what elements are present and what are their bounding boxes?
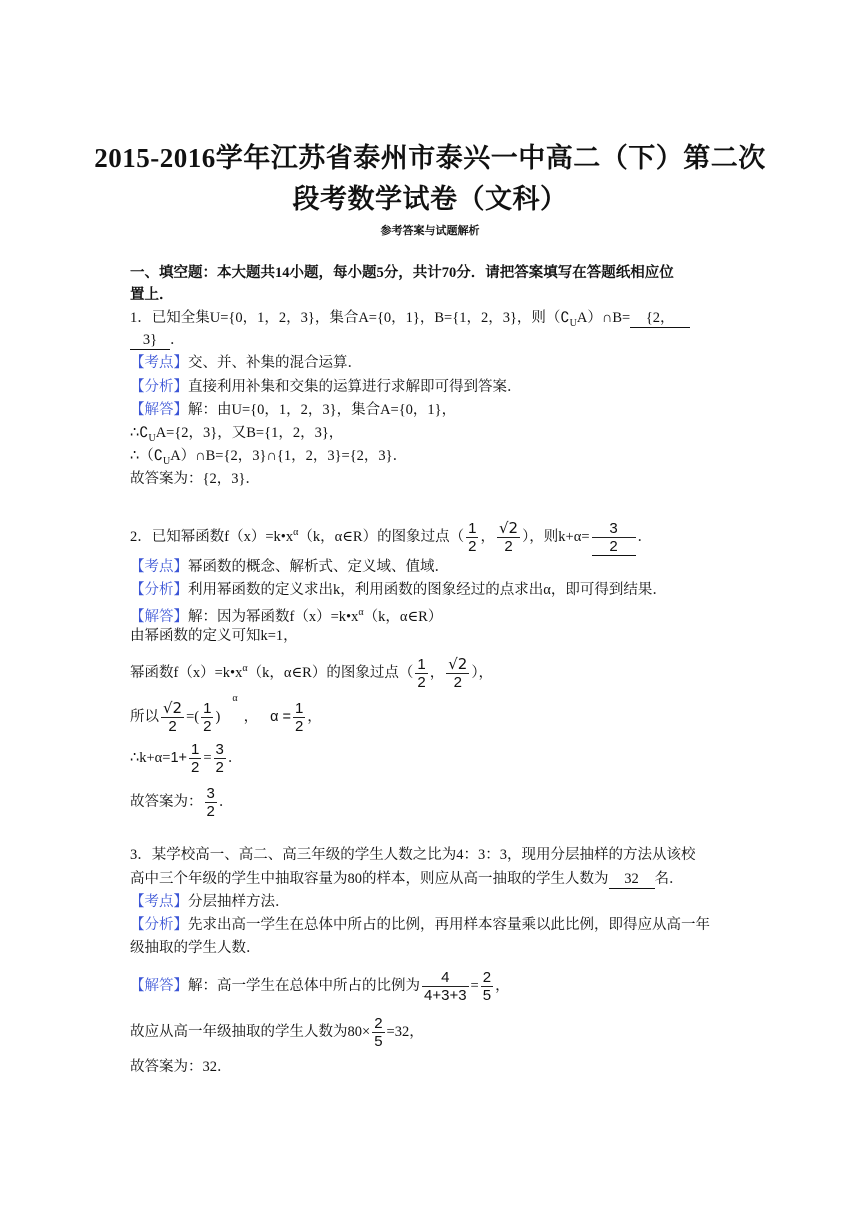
q2-line3-x-fraction	[415, 656, 427, 691]
q1-kaodian	[130, 353, 362, 373]
q2-kaodian-tag: 【考点】	[130, 559, 188, 575]
q1-stem-text-a: 1．已知全集U={0，1，2，3}，集合A={0，1}，B={1，2，3}，则（∁	[130, 310, 570, 326]
q3-jieda-a: 解：高一学生在总体中所占的比例为	[188, 978, 420, 994]
exam-title-line-1: 2015-2016学年江苏省泰州市泰兴一中高二（下）第二次	[94, 143, 766, 173]
q3-line2-a: 故应从高一年级抽取的学生人数为80×	[130, 1024, 371, 1040]
q2-line5-result-den: 2	[215, 759, 224, 777]
q2-line3-y-num: √2	[448, 655, 468, 673]
q1-stem-end: ．	[170, 332, 185, 348]
q2-fenxi-text: 利用幂函数的定义求出k，利用函数的图象经过的点求出α，即可得到结果．	[188, 582, 667, 598]
q2-line4-a: 所以	[130, 708, 159, 725]
q3-ratio-den: 4+3+3	[424, 987, 467, 1005]
q2-line5-result-fraction	[214, 741, 226, 776]
q2-line4-half-den: 2	[203, 718, 212, 735]
q1-stem-sub-u: U	[569, 317, 577, 329]
q3-ratio-result-den: 5	[482, 987, 492, 1005]
q2-kaodian-text: 幂函数的概念、解析式、定义域、值域．	[188, 559, 449, 575]
q2-point-x-den: 2	[468, 538, 477, 555]
q3-fenxi-line-2: 级抽取的学生人数．	[130, 940, 261, 956]
q2-line4-end: ，	[307, 708, 322, 725]
q1-line2-sub: U	[148, 432, 156, 444]
answer-subtitle: 参考答案与试题解析	[380, 224, 480, 237]
q1-solution-line-2	[130, 423, 343, 449]
q2-jieda-alpha: α	[358, 607, 364, 618]
q1-kaodian-text: 交、并、补集的混合运算．	[188, 355, 362, 371]
q3-fenxi-tag: 【分析】	[130, 917, 188, 933]
q3-jieda-tag: 【解答】	[130, 978, 188, 994]
section-header-line-1: 一、填空题：本大题共14小题，每小题5分，共计70分．请把答案填写在答题纸相应位	[130, 265, 674, 281]
q2-final-den: 2	[206, 803, 215, 821]
q3-answer-blank: 32	[609, 870, 655, 889]
q3-stem-line-2-a: 高中三个年级的学生中抽取容量为80的样本，则应从高一抽取的学生人数为	[130, 871, 609, 887]
q2-line4-sqrt-fraction	[161, 700, 184, 735]
q2-line4-alpha-den: 2	[294, 718, 304, 735]
q3-stem-line-2-b: 名．	[654, 871, 684, 887]
q2-line3-y-den: 2	[453, 674, 462, 691]
q2-answer-den: 2	[609, 537, 618, 555]
q1-stem	[130, 308, 690, 334]
q1-solution-line-3	[130, 446, 407, 472]
q1-stem-cont	[130, 330, 185, 350]
q3-line2-den: 5	[374, 1033, 383, 1051]
q2-line4-alpha-fraction	[293, 700, 305, 735]
q1-fenxi-tag: 【分析】	[130, 379, 188, 395]
q1-fenxi	[130, 377, 522, 397]
q2-point-y-den: 2	[504, 538, 513, 555]
q2-solution-line-4	[130, 693, 322, 737]
q1-jieda	[130, 400, 456, 420]
q2-final-a: 故答案为：	[130, 794, 203, 810]
q2-stem-b: （k，α∈R）的图象过点（	[298, 528, 465, 545]
q2-line5-half-den: 2	[190, 759, 200, 777]
q2-line4-sqrt-num: √2	[163, 699, 183, 717]
q2-line4-half-num: 1	[203, 700, 212, 717]
q2-point-x-fraction	[466, 520, 478, 555]
q2-line4-alpha-eq: α =	[270, 708, 291, 725]
q1-line3-sub: U	[162, 455, 171, 467]
exam-title-line-2: 段考数学试卷（文科）	[292, 184, 568, 214]
q1-line2-a: ∴∁	[130, 425, 149, 441]
q1-final-answer: 故答案为：{2，3}．	[130, 471, 260, 487]
q2-line3-a: 幂函数f（x）=k•x	[130, 664, 243, 681]
q3-ratio-eq: =	[470, 978, 479, 994]
q3-ratio-result-num: 2	[482, 969, 492, 987]
q2-solution-line-2: 由幂函数的定义可知k=1，	[130, 628, 298, 644]
q1-jieda-tag: 【解答】	[130, 402, 188, 418]
q2-line4-eq: =(	[186, 708, 200, 725]
q1-stem-text-b: A）∩B=	[576, 310, 631, 326]
q2-point-y-fraction	[497, 520, 520, 555]
q2-line3-alpha: α	[242, 663, 248, 674]
q2-answer-blank	[592, 520, 636, 556]
q3-ratio-result-fraction	[481, 969, 493, 1004]
q2-point-y-num: √2	[498, 519, 519, 537]
q3-jieda	[130, 966, 510, 1006]
q2-stem	[130, 514, 652, 556]
q2-jieda	[130, 603, 442, 627]
q2-jieda-a: 解：因为幂函数f（x）=k•x	[188, 608, 359, 625]
q2-line3-x-num: 1	[417, 656, 426, 673]
q2-final-end: ．	[218, 794, 234, 810]
q3-kaodian-tag: 【考点】	[130, 894, 188, 910]
q2-stem-end: ．	[637, 528, 653, 545]
q3-jieda-end: ，	[495, 978, 510, 994]
q3-stem-line-1: 3．某学校高一、高二、高三年级的学生人数之比为4：3：3，现用分层抽样的方法从该校	[130, 847, 696, 863]
q1-answer-blank-1: {2，	[630, 309, 690, 328]
q3-line2-num: 2	[374, 1015, 383, 1033]
q2-line5-half-fraction	[189, 741, 201, 776]
q2-line4-close: )	[215, 708, 221, 725]
q2-line4-alpha-exponent: α	[232, 693, 238, 704]
q3-line2-fraction	[372, 1015, 384, 1050]
q2-line5-a: ∴k+α=	[130, 750, 171, 766]
q2-line3-comma: ，	[429, 664, 445, 681]
q2-final-num: 3	[206, 785, 215, 803]
q2-line5-end: ．	[227, 750, 243, 766]
q2-solution-line-3	[130, 650, 493, 692]
q2-final-fraction	[205, 785, 217, 820]
q2-answer-num: 3	[592, 520, 636, 538]
q3-stem-line-2	[130, 869, 684, 889]
q2-jieda-b: （k，α∈R）	[363, 608, 443, 625]
q2-line3-x-den: 2	[417, 674, 426, 691]
q3-line2-b: =32，	[386, 1024, 424, 1040]
q3-fenxi-text-1: 先求出高一学生在总体中所占的比例，再用样本容量乘以此比例，即得应从高一年	[188, 917, 710, 933]
q2-point-x-num: 1	[468, 520, 477, 537]
q3-ratio-fraction	[422, 969, 469, 1004]
q2-final-answer	[130, 782, 233, 822]
q2-line5-half-num: 1	[190, 741, 200, 759]
q1-kaodian-tag: 【考点】	[130, 355, 188, 371]
q2-jieda-tag: 【解答】	[130, 608, 188, 625]
q2-stem-a: 2．已知幂函数f（x）=k•x	[130, 528, 294, 545]
q2-line5-one: 1+	[170, 750, 187, 766]
q3-fenxi	[130, 915, 710, 935]
q2-line4-sep: ，	[243, 708, 259, 725]
q2-line4-sqrt-den: 2	[168, 718, 177, 735]
section-header-line-2: 置上．	[130, 287, 174, 303]
q2-kaodian	[130, 557, 449, 577]
q3-solution-line-2	[130, 1012, 424, 1052]
q3-kaodian	[130, 892, 290, 912]
q2-line3-b: （k，α∈R）的图象过点（	[247, 664, 414, 681]
q3-ratio-num: 4	[422, 969, 469, 987]
q1-answer-blank-2: 3}	[130, 331, 170, 350]
q1-jieda-text: 解：由U={0，1，2，3}，集合A={0，1}，	[188, 402, 457, 418]
q2-fenxi-tag: 【分析】	[130, 582, 188, 598]
q2-line3-end: ），	[471, 664, 494, 681]
q2-line5-eq: =	[203, 750, 212, 766]
q1-line3-a: ∴（∁	[130, 448, 163, 464]
q2-solution-line-5	[130, 738, 242, 778]
q3-final-answer: 故答案为：32．	[130, 1059, 232, 1075]
q2-stem-alpha: α	[293, 527, 299, 538]
q2-line4-alpha-num: 1	[294, 700, 304, 717]
q2-line4-half-fraction	[201, 700, 213, 735]
q2-stem-c: ），则k+α=	[522, 528, 590, 545]
q1-line2-b: A={2，3}，又B={1，2，3}，	[155, 425, 344, 441]
q1-fenxi-text: 直接利用补集和交集的运算进行求解即可得到答案．	[188, 379, 522, 395]
q2-comma: ，	[480, 528, 495, 545]
q2-line5-result-num: 3	[215, 741, 224, 759]
q2-fenxi	[130, 580, 667, 600]
q2-line3-y-fraction	[446, 656, 469, 691]
q3-kaodian-text: 分层抽样方法．	[188, 894, 290, 910]
q1-line3-b: A）∩B={2，3}∩{1，2，3}={2，3}．	[170, 448, 408, 464]
